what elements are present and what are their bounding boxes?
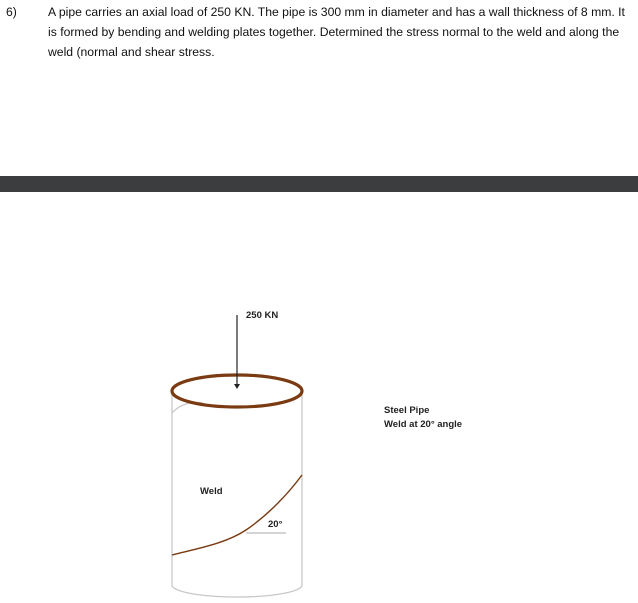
problem-number: 6) xyxy=(6,5,17,19)
weld-seam-line xyxy=(172,475,302,555)
angle-label: 20° xyxy=(268,519,283,530)
load-arrow-head xyxy=(234,384,240,389)
load-label: 250 KN xyxy=(246,310,279,321)
problem-text: A pipe carries an axial load of 250 KN. The pipe is 300 mm in diameter and has a wall thickness of 8 mm. It is formed by bending and welding plates together. Determined the stress normal to the weld and along the weld (normal and shear stress. xyxy=(48,5,625,59)
pipe-diagram xyxy=(0,192,638,603)
legend-weld-angle: Weld at 20° angle xyxy=(384,419,463,430)
separator-bar xyxy=(0,176,638,192)
weld-label: Weld xyxy=(200,486,223,497)
pipe-bottom-edge xyxy=(172,585,302,597)
problem-statement xyxy=(0,0,638,60)
pipe-drawing xyxy=(0,192,638,603)
legend-steel-pipe: Steel Pipe xyxy=(384,405,430,416)
